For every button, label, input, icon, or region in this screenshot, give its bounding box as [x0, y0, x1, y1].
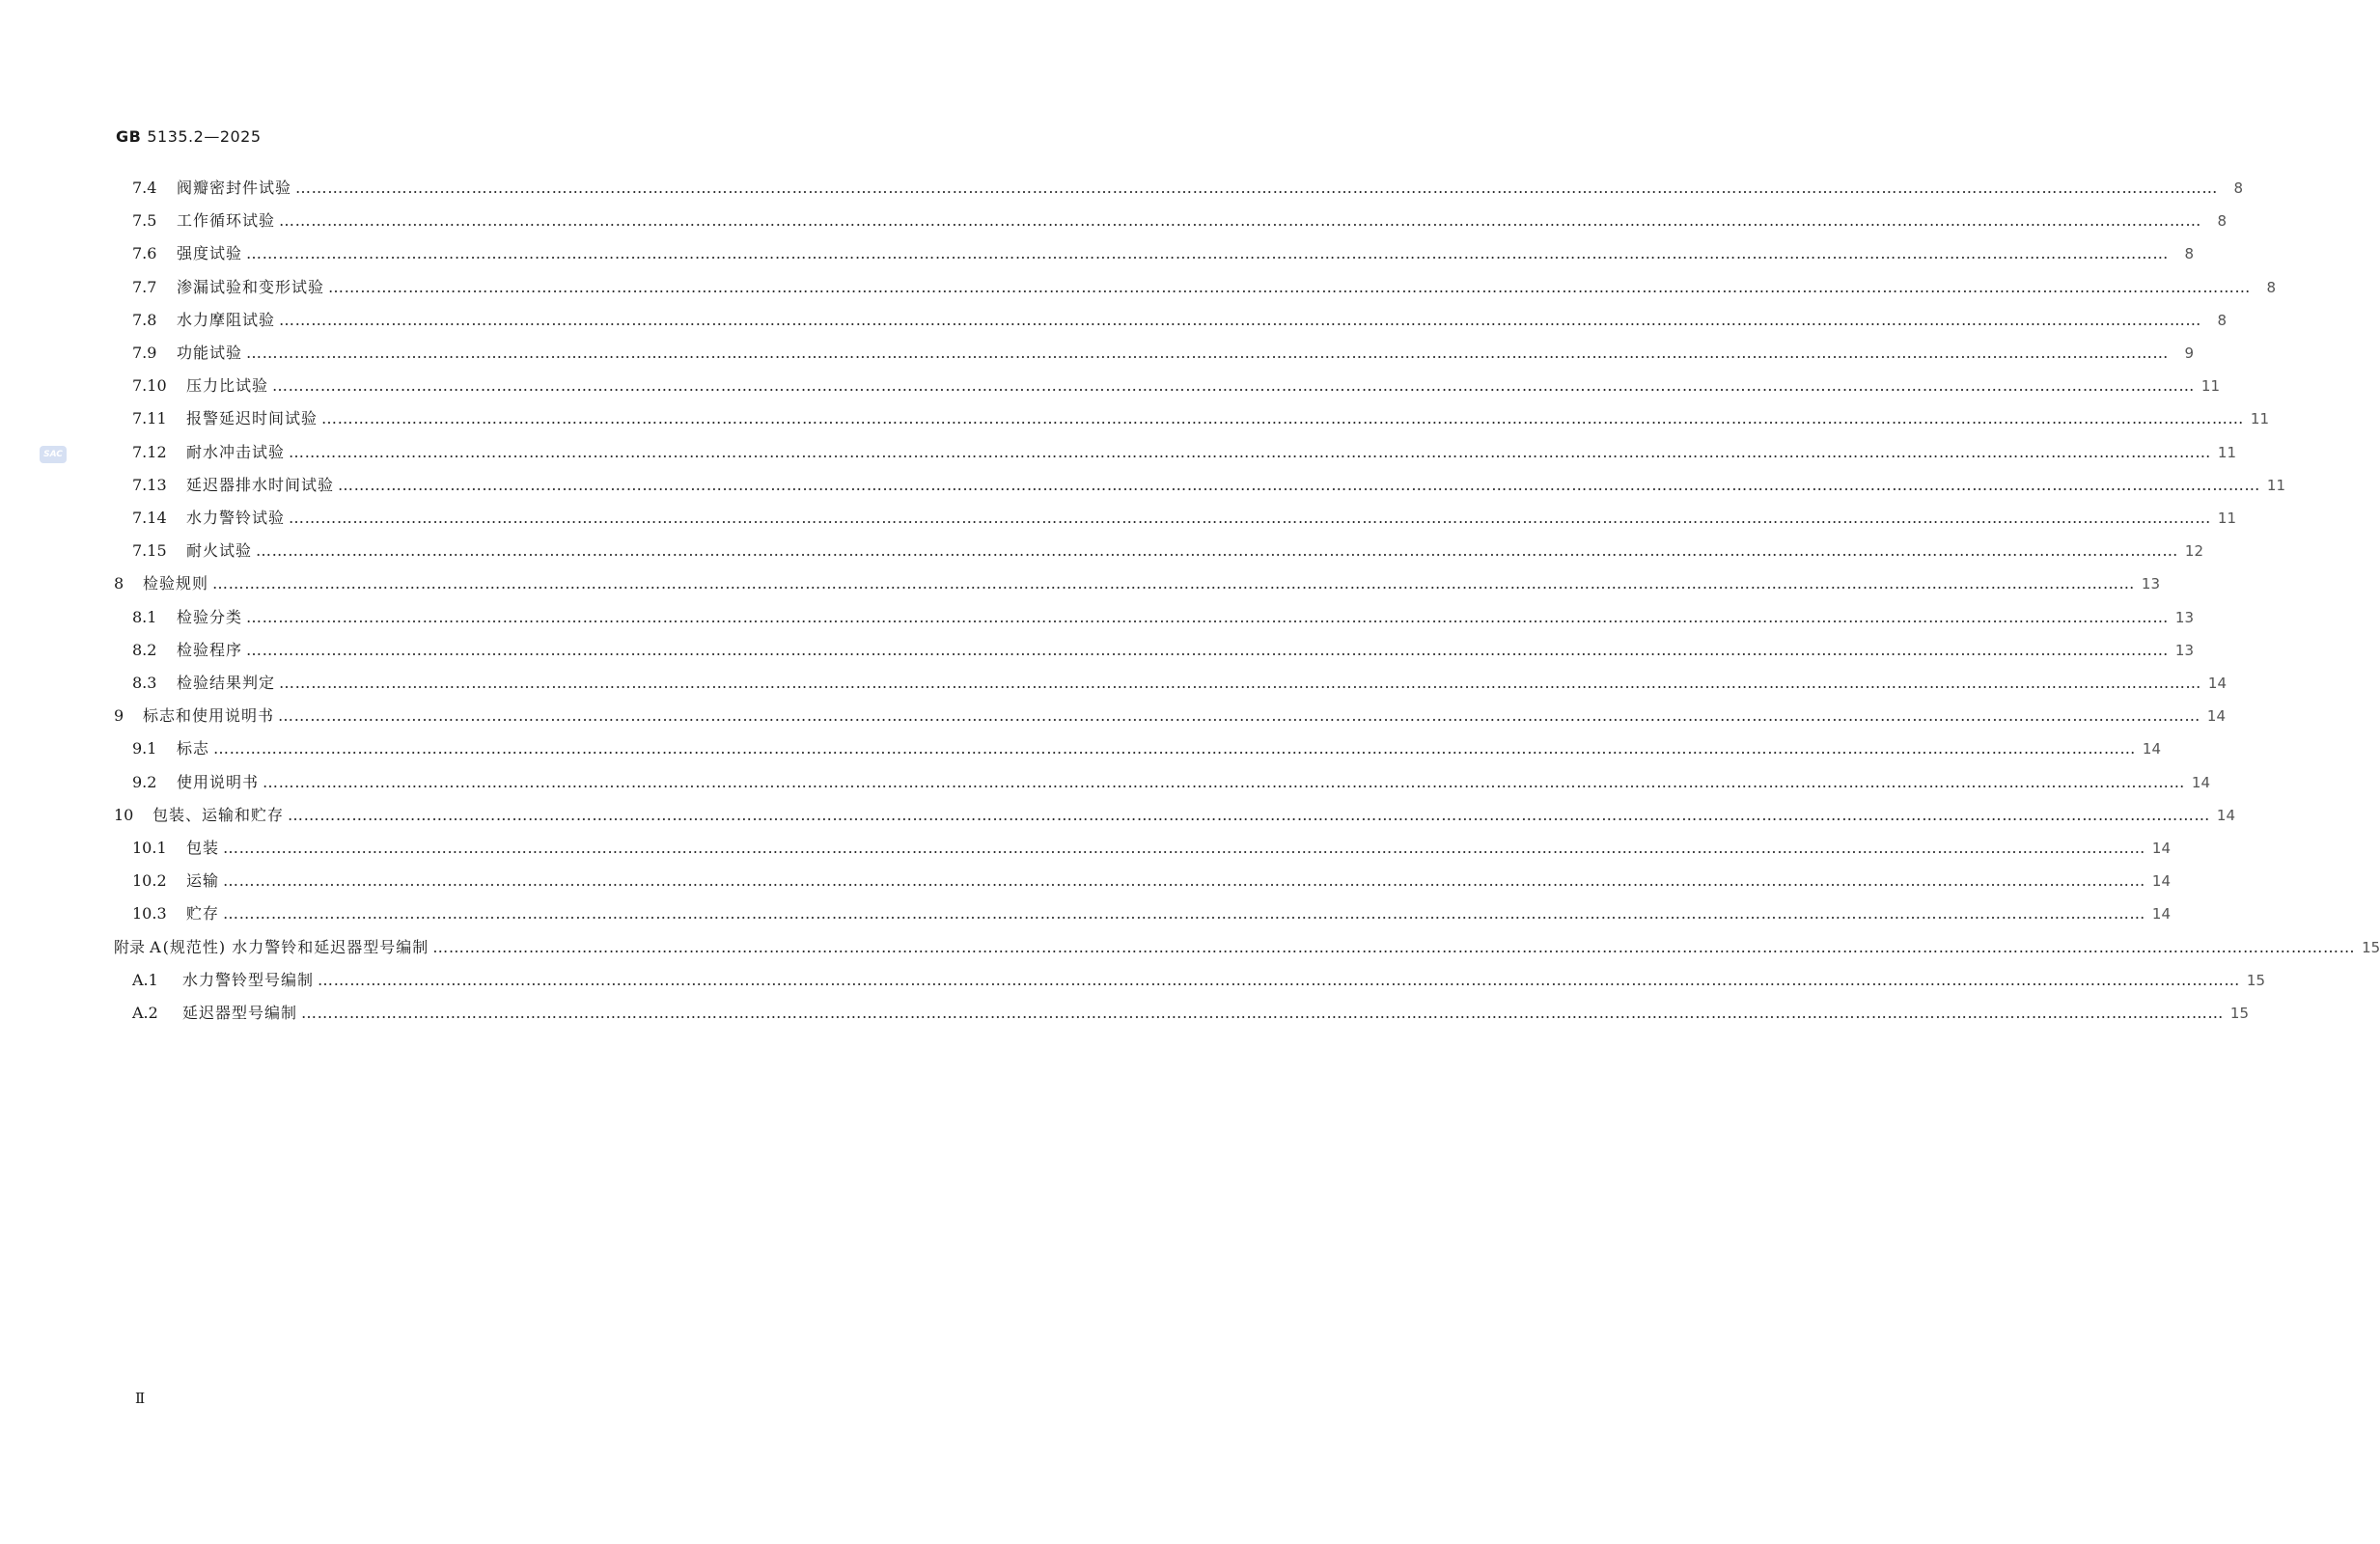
toc-entry-number: 9.2 [132, 772, 157, 791]
toc-dot-leader: ……………………………………………………………………………………………………………………………………………………………………………………………………………………………………………………………………………………………………………………………… [289, 509, 2212, 527]
toc-entry-title: 使用说明书 [177, 772, 260, 791]
toc-entry-number: 7.13 [132, 475, 167, 494]
toc-entry-title: 压力比试验 [186, 376, 269, 396]
toc-entry[interactable] [132, 471, 2286, 500]
toc-entry-page: 14 [2207, 675, 2228, 692]
toc-entry-title: 强度试验 [177, 244, 243, 263]
toc-dot-leader: ……………………………………………………………………………………………………………………………………………………………………………………………………………………………………………………………………………………………………………………………… [278, 706, 2201, 726]
toc-entry[interactable] [132, 438, 2237, 467]
toc-dot-leader: ……………………………………………………………………………………………………………………………………………………………………………………………………………………………………………………………………………………………………………………………… [213, 739, 2137, 758]
toc-entry[interactable] [132, 339, 2195, 368]
toc-entry-page: 15 [2229, 1005, 2250, 1022]
toc-dot-leader: ……………………………………………………………………………………………………………………………………………………………………………………………………………………………………………………………………………………………………………………………… [246, 607, 2170, 626]
toc-entry-title: 水力警铃型号编制 [182, 970, 315, 989]
toc-entry[interactable] [132, 966, 2266, 995]
toc-entry[interactable] [114, 801, 2236, 830]
toc-entry-number: 8.2 [132, 640, 157, 659]
toc-entry-number: 8 [114, 574, 125, 593]
toc-entry-page: 15 [2362, 938, 2380, 956]
toc-entry[interactable] [132, 636, 2195, 665]
toc-dot-leader: ……………………………………………………………………………………………………………………………………………………………………………………………………………………………………………………………………………………………………………………………… [289, 442, 2212, 461]
toc-entry-number: 7.9 [132, 344, 157, 362]
toc-entry-page: 15 [2246, 971, 2266, 989]
toc-entry-page: 11 [2217, 443, 2237, 461]
toc-dot-leader: ……………………………………………………………………………………………………………………………………………………………………………………………………………………………………………………………………………………………………………………………… [223, 904, 2146, 924]
toc-entry-number: 10 [114, 805, 134, 824]
toc-entry-title: 运输 [186, 871, 220, 891]
toc-entry-page: 11 [2266, 476, 2286, 494]
toc-entry-number: 7.6 [132, 244, 157, 263]
toc-entry[interactable] [132, 207, 2228, 235]
toc-dot-leader: ……………………………………………………………………………………………………………………………………………………………………………………………………………………………………………………………………………………………………………………………… [432, 937, 2356, 956]
toc-entry[interactable] [132, 404, 2270, 433]
toc-dot-leader: ……………………………………………………………………………………………………………………………………………………………………………………………………………………………………………………………………………………………………………………………… [295, 179, 2219, 197]
toc-dot-leader: ……………………………………………………………………………………………………………………………………………………………………………………………………………………………………………………………………………………………………………………………… [246, 244, 2170, 263]
toc-entry-page: 14 [2142, 740, 2162, 758]
toc-entry-number: 7.11 [132, 409, 167, 428]
toc-entry-page: 14 [2216, 806, 2236, 824]
toc-entry-title: 耐水冲击试验 [186, 442, 286, 461]
toc-entry[interactable] [132, 504, 2237, 533]
toc-entry-title: 贮存 [186, 904, 220, 924]
toc-entry-page: 14 [2151, 905, 2172, 924]
toc-entry[interactable] [132, 174, 2244, 203]
toc-entry[interactable] [132, 372, 2221, 400]
toc-dot-leader: ……………………………………………………………………………………………………………………………………………………………………………………………………………………………………………………………………………………………………………………………… [328, 277, 2252, 296]
toc-entry-title: 检验程序 [177, 640, 243, 659]
toc-entry-page: 11 [2200, 377, 2221, 396]
toc-entry-number: 7.15 [132, 541, 167, 561]
toc-dot-leader: ……………………………………………………………………………………………………………………………………………………………………………………………………………………………………………………………………………………………………………………………… [223, 871, 2146, 891]
toc-entry-number: 10.1 [132, 839, 167, 857]
toc-entry[interactable] [132, 899, 2172, 928]
toc-entry[interactable] [132, 834, 2172, 863]
toc-entry-number: 8.3 [132, 674, 157, 692]
toc-entry[interactable] [114, 569, 2161, 598]
toc-entry-number: 7.5 [132, 211, 157, 231]
toc-entry-page: 8 [2266, 278, 2277, 296]
toc-entry-title: 标志 [177, 739, 210, 758]
toc-dot-leader: ……………………………………………………………………………………………………………………………………………………………………………………………………………………………………………………………………………………………………………………………… [301, 1004, 2225, 1022]
toc-entry-page: 13 [2141, 575, 2161, 593]
toc-entry-page: 8 [2184, 245, 2195, 263]
toc-entry-title: 标志和使用说明书 [143, 706, 275, 726]
toc-entry-number: A.2 [132, 1004, 158, 1022]
toc-entry[interactable] [132, 239, 2195, 268]
toc-entry-title: 工作循环试验 [177, 211, 276, 231]
toc-entry-number: A.1 [132, 970, 158, 989]
toc-entry-number: 7.8 [132, 310, 157, 329]
toc-dot-leader: ……………………………………………………………………………………………………………………………………………………………………………………………………………………………………………………………………………………………………………………………… [272, 376, 2196, 396]
toc-entry-page: 11 [2217, 510, 2237, 527]
toc-entry-title: 报警延迟时间试验 [186, 409, 318, 428]
toc-entry-page: 13 [2174, 641, 2195, 659]
toc-entry-page: 8 [2217, 212, 2228, 231]
toc-entry-page: 14 [2151, 872, 2172, 891]
toc-entry-title: 功能试验 [177, 344, 243, 362]
toc-entry[interactable] [114, 933, 2380, 962]
toc-entry-number: 8.1 [132, 607, 157, 626]
document-header [116, 127, 262, 146]
toc-entry-number: 9 [114, 706, 125, 726]
toc-entry-page: 11 [2250, 410, 2270, 428]
toc-entry-page: 14 [2191, 773, 2211, 791]
toc-entry-number: 7.14 [132, 509, 167, 527]
standard-prefix: GB [116, 127, 142, 146]
toc-entry[interactable] [132, 273, 2277, 302]
toc-entry-page: 14 [2151, 840, 2172, 857]
toc-entry-title: 耐火试验 [186, 541, 253, 561]
toc-entry-title: (规范性) 水力警铃和延迟器型号编制 [162, 937, 429, 956]
page-number-footer: Ⅱ [135, 1390, 146, 1407]
toc-dot-leader: ……………………………………………………………………………………………………………………………………………………………………………………………………………………………………………………………………………………………………………………………… [212, 574, 2136, 593]
toc-entry-title: 水力警铃试验 [186, 509, 286, 527]
toc-dot-leader: ……………………………………………………………………………………………………………………………………………………………………………………………………………………………………………………………………………………………………………………………… [279, 674, 2202, 692]
standard-number: 5135.2—2025 [147, 127, 262, 146]
toc-entry[interactable] [132, 537, 2204, 565]
toc-entry-title: 包装、运输和贮存 [152, 805, 285, 824]
toc-entry[interactable] [132, 867, 2172, 896]
toc-entry[interactable] [132, 734, 2162, 763]
toc-entry-number: 10.2 [132, 871, 167, 891]
toc-entry-number: 10.3 [132, 904, 167, 924]
sac-watermark-logo: SAC [40, 446, 67, 463]
toc-dot-leader: ……………………………………………………………………………………………………………………………………………………………………………………………………………………………………………………………………………………………………………………………… [279, 211, 2202, 231]
toc-entry-page: 8 [2217, 311, 2228, 329]
toc-entry[interactable] [132, 999, 2250, 1028]
toc-entry-title: 水力摩阻试验 [177, 310, 276, 329]
toc-dot-leader: ……………………………………………………………………………………………………………………………………………………………………………………………………………………………………………………………………………………………………………………………… [246, 640, 2170, 659]
toc-entry-number: 7.12 [132, 442, 167, 461]
toc-entry-page: 8 [2233, 179, 2244, 197]
toc-entry[interactable] [114, 702, 2227, 731]
toc-entry-number: 7.10 [132, 376, 167, 396]
toc-entry-page: 12 [2184, 542, 2204, 561]
toc-entry-number: 附录 A [114, 937, 161, 956]
toc-entry[interactable] [132, 603, 2195, 632]
toc-entry-title: 检验规则 [143, 574, 209, 593]
toc-entry-number: 7.7 [132, 277, 157, 296]
toc-entry-page: 14 [2206, 707, 2227, 726]
toc-dot-leader: ……………………………………………………………………………………………………………………………………………………………………………………………………………………………………………………………………………………………………………………………… [263, 772, 2186, 791]
toc-entry[interactable] [132, 669, 2228, 698]
toc-entry[interactable] [132, 306, 2228, 335]
toc-entry-page: 9 [2184, 345, 2195, 362]
toc-entry-title: 检验结果判定 [177, 674, 276, 692]
toc-dot-leader: ……………………………………………………………………………………………………………………………………………………………………………………………………………………………………………………………………………………………………………………………… [338, 475, 2261, 494]
toc-entry-title: 阀瓣密封件试验 [177, 179, 292, 197]
toc-entry-title: 包装 [186, 839, 220, 857]
toc-entry-title: 检验分类 [177, 607, 243, 626]
toc-entry-page: 13 [2174, 608, 2195, 626]
toc-dot-leader: ……………………………………………………………………………………………………………………………………………………………………………………………………………………………………………………………………………………………………………………………… [223, 839, 2146, 857]
toc-dot-leader: ……………………………………………………………………………………………………………………………………………………………………………………………………………………………………………………………………………………………………………………………… [318, 970, 2241, 989]
toc-dot-leader: ……………………………………………………………………………………………………………………………………………………………………………………………………………………………………………………………………………………………………………………………… [256, 541, 2179, 561]
toc-entry-number: 7.4 [132, 179, 157, 197]
toc-dot-leader: ……………………………………………………………………………………………………………………………………………………………………………………………………………………………………………………………………………………………………………………………… [279, 310, 2202, 329]
toc-entry[interactable] [132, 768, 2211, 797]
toc-entry-title: 渗漏试验和变形试验 [177, 277, 325, 296]
toc-entry-title: 延迟器排水时间试验 [186, 475, 335, 494]
toc-entry-number: 9.1 [132, 739, 157, 758]
toc-dot-leader: ……………………………………………………………………………………………………………………………………………………………………………………………………………………………………………………………………………………………………………………………… [288, 805, 2211, 824]
toc-dot-leader: ……………………………………………………………………………………………………………………………………………………………………………………………………………………………………………………………………………………………………………………………… [321, 409, 2245, 428]
toc-dot-leader: ……………………………………………………………………………………………………………………………………………………………………………………………………………………………………………………………………………………………………………………………… [246, 344, 2170, 362]
toc-entry-title: 延迟器型号编制 [182, 1004, 298, 1022]
